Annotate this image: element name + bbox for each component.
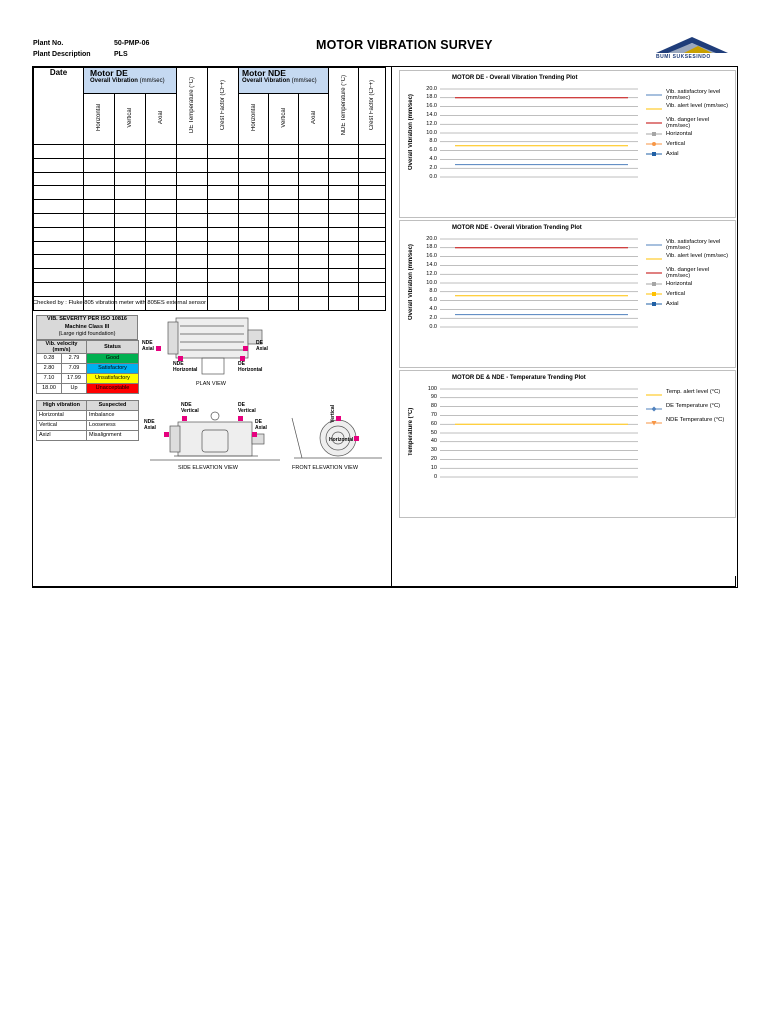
table-row [34,145,386,159]
frame-divider [391,66,392,587]
front-vertical-marker [336,416,341,421]
table-cell[interactable] [115,200,146,214]
table-cell[interactable] [115,282,146,296]
motor-diagrams [140,312,388,477]
table-cell[interactable] [299,172,329,186]
table-cell[interactable] [208,227,239,241]
table-cell[interactable] [84,282,115,296]
y-tick-label: 16.0 [426,253,437,260]
chart-ylabel: Temperature (°C) [408,407,414,457]
table-cell[interactable] [208,145,239,159]
table-cell[interactable] [115,145,146,159]
severity-class: Machine Class III [64,323,110,330]
table-cell[interactable] [239,282,269,296]
severity-status: Unsatisfactory [87,373,139,383]
de-crest-header: Crest Factor (CF+) [220,79,226,131]
legend-entry: Vib. satisfactory level (mm/sec) [666,239,721,251]
table-cell[interactable] [208,158,239,172]
severity-row [37,353,139,363]
nde-crest-header: Crest Factor (CF+) [369,79,375,131]
table-cell[interactable] [34,269,84,283]
severity-hi: 2.79 [62,353,87,363]
y-tick-label: 4.0 [429,305,437,312]
table-cell[interactable] [146,269,177,283]
de-vertical-header: Vertical [127,108,133,128]
table-cell[interactable] [208,296,239,310]
table-cell[interactable] [329,158,359,172]
plant-no-label: Plant No. [33,40,64,47]
nde-vibration-chart [399,220,736,368]
table-cell[interactable] [329,282,359,296]
table-cell[interactable] [115,213,146,227]
y-tick-label: 40 [430,438,437,445]
table-cell[interactable] [34,282,84,296]
y-tick-label: 80 [430,403,437,410]
table-cell[interactable] [329,200,359,214]
nde-temp-header: NDE Temperature (°C) [340,74,347,136]
table-cell[interactable] [359,296,386,310]
table-cell[interactable] [208,269,239,283]
table-cell[interactable] [269,172,299,186]
chart-ylabel: Overall Vibration (mm/sec) [408,94,414,170]
severity-lo: 18.00 [37,383,62,393]
y-tick-label: 8.0 [429,138,437,145]
nde-vertical-header: Vertical [280,108,287,128]
table-cell[interactable] [84,255,115,269]
table-cell[interactable] [115,172,146,186]
table-cell[interactable] [34,158,84,172]
table-cell[interactable] [177,241,208,255]
chart-title: MOTOR NDE - Overall Vibration Trending Plot [452,225,582,231]
table-row [34,241,386,255]
table-cell[interactable] [34,213,84,227]
cause-row [37,430,139,440]
chart-title: MOTOR DE & NDE - Temperature Trending Plot [452,375,586,381]
table-cell[interactable] [299,255,329,269]
vibration-direction: Horizontal [37,410,87,420]
chart-title: MOTOR DE - Overall Vibration Trending Plot [452,75,578,81]
chart-ylabel: Overall Vibration (mm/sec) [408,244,414,320]
de-vertical-marker [238,416,243,421]
table-cell[interactable] [177,227,208,241]
legend-marker [652,282,656,286]
motor-de-header: Motor DE Overall Vibration (mm/sec) [84,68,177,94]
table-cell[interactable] [208,213,239,227]
table-row [34,255,386,269]
logo-text: BUMI SUKSESINDO [656,54,711,60]
legend-entry: Vertical [666,291,686,297]
legend-entry: Horizontal [666,281,693,287]
legend-marker [652,142,656,146]
velocity-header: Vib. velocity (mm/s) [37,340,87,353]
front-view-caption: FRONT ELEVATION VIEW [292,465,359,471]
table-cell[interactable] [177,282,208,296]
severity-foundation: (Large rigid foundation) [58,331,116,337]
legend-entry: Vib. alert level (mm/sec) [666,103,729,109]
suspected-cause: Imbalance [87,410,139,420]
vibration-direction: Vertical [37,420,87,430]
table-cell[interactable] [115,255,146,269]
side-de-axial-marker [252,432,257,437]
table-cell[interactable] [299,241,329,255]
table-row [34,158,386,172]
severity-hi: Up [62,383,87,393]
y-tick-label: 12.0 [426,270,437,277]
y-tick-label: 20.0 [426,235,437,242]
de-axial-header: Axial [158,111,164,125]
y-tick-label: 10.0 [426,129,437,136]
table-cell[interactable] [239,186,269,200]
severity-row [37,373,139,383]
date-header: Date [34,68,84,145]
y-tick-label: 90 [430,394,437,401]
page-title: MOTOR VIBRATION SURVEY [316,38,493,52]
de-axial-marker [243,346,248,351]
table-cell[interactable] [115,227,146,241]
table-cell[interactable] [34,227,84,241]
checked-by-note: Checked by : Fluke 805 vibration meter with 805ES external sensor [33,300,207,306]
front-vertical-label: Vertical [330,405,336,423]
table-cell[interactable] [359,158,386,172]
table-cell[interactable] [84,200,115,214]
plan-nde-axial-label: NDE Axial [142,340,154,352]
y-tick-label: 20 [430,455,437,462]
table-cell[interactable] [239,158,269,172]
y-tick-label: 100 [427,385,437,392]
side-de-vertical-label: DE Vertical [238,402,256,414]
table-cell[interactable] [84,213,115,227]
y-tick-label: 50 [430,429,437,436]
table-cell[interactable] [269,213,299,227]
y-tick-label: 2.0 [429,314,437,321]
table-cell[interactable] [239,241,269,255]
table-cell[interactable] [239,145,269,159]
table-cell[interactable] [269,145,299,159]
table-cell[interactable] [146,145,177,159]
table-cell[interactable] [359,186,386,200]
table-cell[interactable] [177,145,208,159]
y-tick-label: 8.0 [429,288,437,295]
de-temp-header: DE Temperature (°C) [189,77,195,133]
severity-hi: 17.99 [62,373,87,383]
de-horizontal-header: Horizontal [96,104,102,132]
table-row [34,172,386,186]
table-cell[interactable] [329,145,359,159]
legend-entry: DE Temperature (°C) [666,403,721,409]
high-vibration-header: High vibration [37,400,87,410]
suspected-cause: Looseness [87,420,139,430]
table-cell[interactable] [84,158,115,172]
table-cell[interactable] [177,200,208,214]
table-cell[interactable] [146,282,177,296]
y-tick-label: 10 [430,464,437,471]
table-cell[interactable] [146,227,177,241]
table-cell[interactable] [269,227,299,241]
severity-row [37,363,139,373]
table-cell[interactable] [329,186,359,200]
y-tick-label: 6.0 [429,297,437,304]
legend-entry: Vib. danger level (mm/sec) [666,267,710,279]
table-cell[interactable] [146,158,177,172]
table-cell[interactable] [34,172,84,186]
table-cell[interactable] [115,186,146,200]
table-cell[interactable] [359,172,386,186]
side-view-caption: SIDE ELEVATION VIEW [178,465,239,471]
y-tick-label: 2.0 [429,164,437,171]
severity-table [36,315,138,441]
table-cell[interactable] [177,213,208,227]
y-tick-label: 18.0 [426,94,437,101]
table-cell[interactable] [329,172,359,186]
table-cell[interactable] [269,296,299,310]
table-cell[interactable] [299,269,329,283]
y-tick-label: 30 [430,447,437,454]
table-cell[interactable] [84,227,115,241]
table-cell[interactable] [329,269,359,283]
y-tick-label: 14.0 [426,111,437,118]
table-cell[interactable] [299,227,329,241]
table-cell[interactable] [359,213,386,227]
table-cell[interactable] [208,200,239,214]
y-tick-label: 0.0 [429,173,437,180]
cause-row [37,420,139,430]
table-cell[interactable] [359,241,386,255]
table-cell[interactable] [329,213,359,227]
table-cell[interactable] [299,282,329,296]
table-row [34,269,386,283]
table-cell[interactable] [299,213,329,227]
table-cell[interactable] [329,296,359,310]
table-cell[interactable] [34,255,84,269]
table-cell[interactable] [84,172,115,186]
table-cell[interactable] [34,186,84,200]
plan-nde-horizontal-label: NDE Horizontal [173,361,198,373]
severity-status: Unacceptable [87,383,139,393]
de-vibration-chart [399,70,736,218]
table-cell[interactable] [84,269,115,283]
y-tick-label: 16.0 [426,103,437,110]
table-cell[interactable] [299,296,329,310]
legend-marker [652,132,656,136]
y-tick-label: 14.0 [426,261,437,268]
y-tick-label: 10.0 [426,279,437,286]
legend-entry: NDE Temperature (°C) [666,417,725,423]
legend-entry: Temp. alert level (°C) [666,389,721,395]
table-cell[interactable] [359,255,386,269]
table-cell[interactable] [239,269,269,283]
side-nde-axial-marker [164,432,169,437]
nde-axial-header: Axial [310,111,317,125]
table-cell[interactable] [329,255,359,269]
vibration-direction: Axizl [37,430,87,440]
y-tick-label: 70 [430,411,437,418]
legend-entry: Axial [666,151,679,157]
legend-entry: Vib. alert level (mm/sec) [666,253,729,259]
y-tick-label: 18.0 [426,244,437,251]
table-cell[interactable] [115,158,146,172]
table-cell[interactable] [239,227,269,241]
table-cell[interactable] [146,186,177,200]
severity-status: Good [87,353,139,363]
table-cell[interactable] [146,241,177,255]
side-de-axial-label: DE Axial [255,419,267,431]
severity-lo: 7.10 [37,373,62,383]
severity-title: VIB. SEVERITY PER ISO 10816 [47,316,127,322]
legend-entry: Vib. danger level (mm/sec) [666,117,710,129]
front-horizontal-label: Horizontal [329,437,354,443]
table-cell[interactable] [177,158,208,172]
table-cell[interactable] [239,296,269,310]
table-cell[interactable] [84,145,115,159]
table-cell[interactable] [269,158,299,172]
legend-marker [652,407,657,412]
table-cell[interactable] [269,255,299,269]
suspected-cause: Misalignment [87,430,139,440]
side-nde-vertical-label: NDE Vertical [181,402,199,414]
legend-marker [652,152,656,156]
table-cell[interactable] [177,172,208,186]
plan-view-caption: PLAN VIEW [196,381,226,387]
table-cell[interactable] [269,200,299,214]
y-tick-label: 20.0 [426,85,437,92]
temperature-chart [399,370,736,518]
plan-de-axial-label: DE Axial [256,340,268,352]
table-cell[interactable] [34,241,84,255]
plan-de-horizontal-label: DE Horizontal [238,361,263,373]
table-cell[interactable] [208,255,239,269]
legend-entry: Horizontal [666,131,693,137]
table-cell[interactable] [359,282,386,296]
table-cell[interactable] [299,200,329,214]
severity-lo: 0.28 [37,353,62,363]
table-cell[interactable] [177,269,208,283]
company-logo [654,35,730,63]
y-tick-label: 60 [430,420,437,427]
severity-hi: 7.09 [62,363,87,373]
status-header: Status [87,340,139,353]
table-cell[interactable] [359,227,386,241]
table-cell[interactable] [208,282,239,296]
table-row [34,200,386,214]
table-cell[interactable] [239,255,269,269]
table-cell[interactable] [269,282,299,296]
nde-vertical-marker [182,416,187,421]
table-row [34,227,386,241]
table-cell[interactable] [269,241,299,255]
table-cell[interactable] [146,172,177,186]
plant-desc-label: Plant Description [33,51,91,58]
table-cell[interactable] [146,213,177,227]
front-horizontal-marker [354,436,359,441]
side-nde-axial-label: NDE Axial [144,419,156,431]
table-row [34,213,386,227]
table-cell[interactable] [84,241,115,255]
motor-nde-header: Motor NDE Overall Vibration (mm/sec) [239,68,329,94]
legend-entry: Axial [666,301,679,307]
table-cell[interactable] [359,269,386,283]
table-cell[interactable] [34,145,84,159]
plant-no-value: 50-PMP-06 [114,40,150,47]
plant-desc-value: PLS [114,51,128,58]
table-cell[interactable] [208,241,239,255]
table-cell[interactable] [115,269,146,283]
table-cell[interactable] [208,172,239,186]
table-cell[interactable] [208,186,239,200]
table-cell[interactable] [84,186,115,200]
vibration-log-table [33,67,386,311]
legend-marker [652,302,656,306]
legend-entry: Vertical [666,141,686,147]
table-cell[interactable] [359,200,386,214]
suspected-header: Suspected [87,400,139,410]
table-cell[interactable] [34,200,84,214]
table-cell[interactable] [299,145,329,159]
table-cell[interactable] [146,200,177,214]
legend-entry: Vib. satisfactory level (mm/sec) [666,89,721,101]
table-row [34,282,386,296]
y-tick-label: 0 [433,473,437,480]
table-cell[interactable] [329,241,359,255]
table-cell[interactable] [239,213,269,227]
table-cell[interactable] [177,255,208,269]
legend-marker [652,292,656,296]
y-tick-label: 4.0 [429,155,437,162]
table-cell[interactable] [299,158,329,172]
table-cell[interactable] [177,186,208,200]
table-cell[interactable] [239,172,269,186]
severity-row [37,383,139,393]
table-cell[interactable] [239,200,269,214]
y-tick-label: 0.0 [429,323,437,330]
table-cell[interactable] [115,241,146,255]
y-tick-label: 12.0 [426,120,437,127]
y-tick-label: 6.0 [429,147,437,154]
table-cell[interactable] [269,269,299,283]
nde-horizontal-header: Horizontal [250,104,257,132]
severity-lo: 2.80 [37,363,62,373]
severity-status: Satisfactory [87,363,139,373]
table-cell[interactable] [146,255,177,269]
table-cell[interactable] [359,145,386,159]
table-row [34,186,386,200]
cause-row [37,410,139,420]
table-cell[interactable] [329,227,359,241]
table-cell[interactable] [269,186,299,200]
table-cell[interactable] [299,186,329,200]
